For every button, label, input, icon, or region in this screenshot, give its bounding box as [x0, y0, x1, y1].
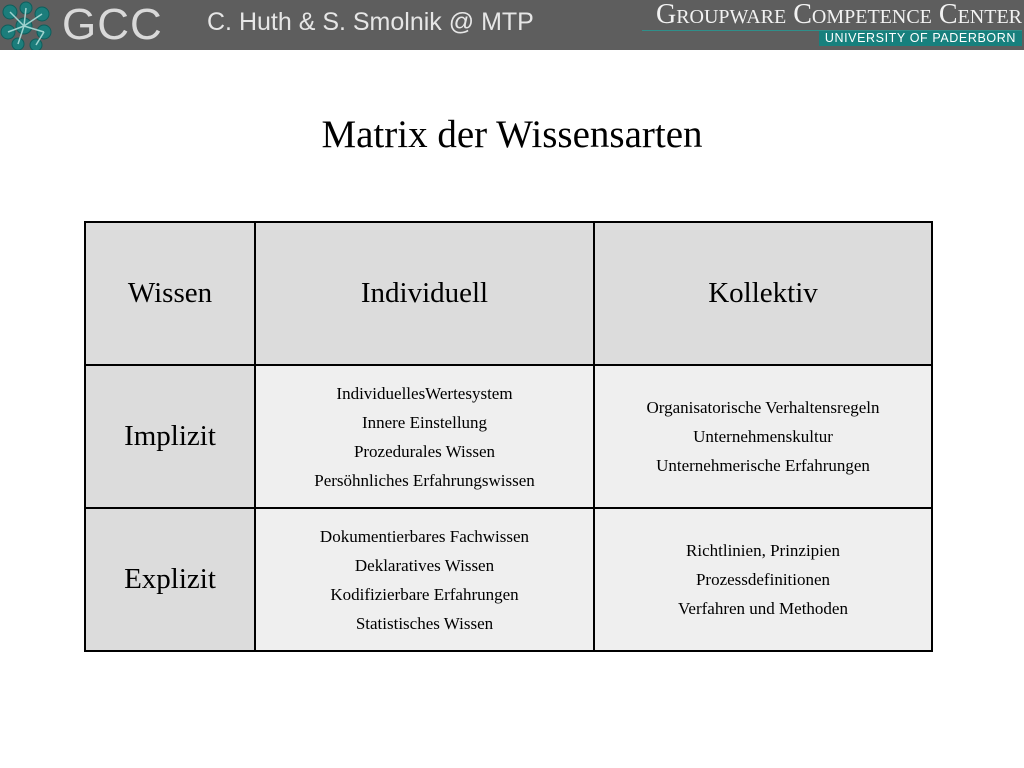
cell-implizit-individuell	[255, 365, 594, 508]
molecule-logo-icon	[0, 0, 60, 50]
gcc-brand	[636, 0, 1022, 50]
cell-line: Persöhnliches Erfahrungswissen	[314, 470, 535, 490]
cell-line: Statistisches Wissen	[355, 613, 494, 633]
cell-line: Unternehmenskultur	[693, 427, 833, 446]
cell-line: Verfahren und Methoden	[678, 599, 848, 618]
row-header-implizit: Implizit	[85, 365, 255, 508]
cell-line: Prozedurales Wissen	[353, 441, 496, 461]
cell-implizit-kollektiv	[594, 365, 932, 508]
cell-line: Dokumentierbares Fachwissen	[319, 526, 530, 546]
slide-title: Matrix der Wissensarten	[321, 113, 703, 156]
corner-cell: Wissen	[85, 222, 255, 365]
knowledge-matrix	[84, 221, 933, 652]
cell-line: IndividuellesWertesystem	[336, 383, 513, 403]
column-header-individuell: Individuell	[255, 222, 594, 365]
table-row	[85, 508, 932, 651]
cell-line: Richtlinien, Prinzipien	[686, 541, 840, 560]
brand-name: Groupware Competence Center	[655, 0, 1022, 30]
cell-line: Deklaratives Wissen	[354, 555, 495, 575]
table-row	[85, 365, 932, 508]
cell-explizit-kollektiv	[594, 508, 932, 651]
header-bar	[0, 0, 1024, 50]
row-header-explizit: Explizit	[85, 508, 255, 651]
cell-explizit-individuell	[255, 508, 594, 651]
authors: C. Huth & S. Smolnik @ MTP	[207, 8, 534, 36]
cell-line: Innere Einstellung	[361, 412, 488, 432]
cell-line: Kodifizierbare Erfahrungen	[330, 584, 519, 604]
cell-line: Prozessdefinitionen	[695, 570, 831, 589]
cell-line: Organisatorische Verhaltensregeln	[646, 398, 880, 417]
brand-subtitle: UNIVERSITY OF PADERBORN	[819, 31, 1022, 46]
header-row	[85, 222, 932, 365]
cell-line: Unternehmerische Erfahrungen	[656, 456, 870, 475]
logo-text: GCC	[62, 0, 163, 49]
column-header-kollektiv: Kollektiv	[594, 222, 932, 365]
